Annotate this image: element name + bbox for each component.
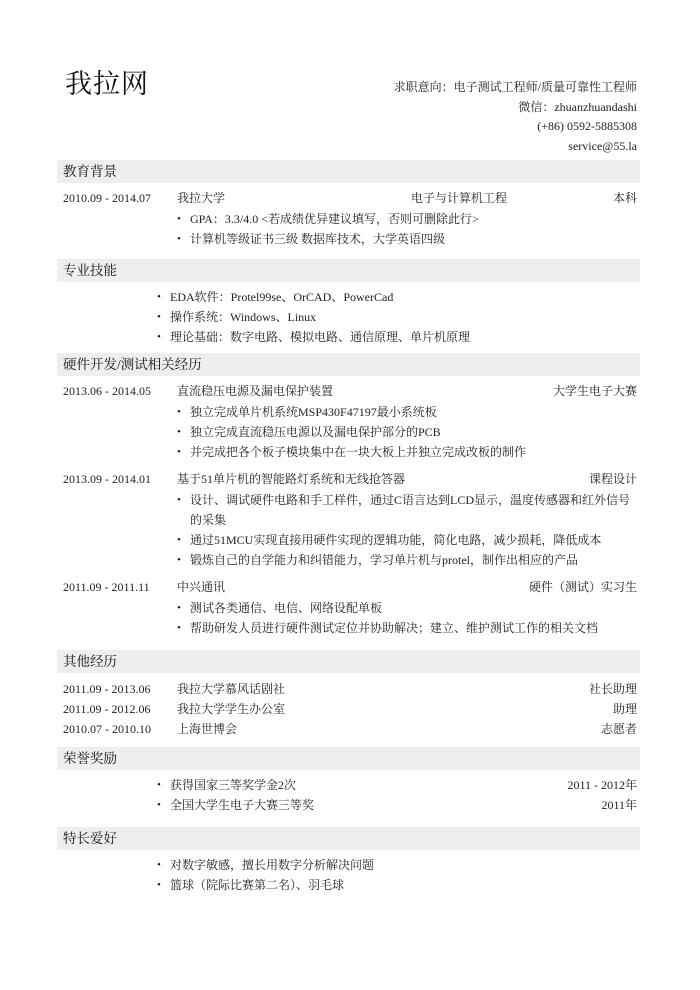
- degree: 本科: [612, 191, 637, 205]
- honor-text: 全国大学生电子大赛三等奖: [170, 798, 315, 812]
- bullet-list: [177, 490, 640, 570]
- phone-number: (+86) 0592-5885308: [537, 119, 637, 133]
- education-entry: [57, 188, 640, 249]
- organization: 上海世博会: [177, 722, 238, 736]
- resume-page: [57, 0, 640, 901]
- list-item: • 独立完成直流稳压电源以及漏电保护部分的PCB: [177, 422, 640, 442]
- honors-list-block: [57, 775, 640, 815]
- email-address: service@55.la: [568, 138, 637, 153]
- entry-date: 2011.09 - 2011.11: [63, 580, 150, 594]
- list-item: • 测试各类通信、电信、网络设配单板: [177, 598, 640, 618]
- job-objective: 求职意向：电子测试工程师/质量可靠性工程师: [393, 80, 637, 94]
- entry-date: 2013.06 - 2014.05: [63, 384, 151, 398]
- list-item: • 计算机等级证书三级 数据库技术，大学英语四级: [177, 229, 640, 249]
- major: 电子与计算机工程: [411, 191, 508, 205]
- honors-section: [57, 747, 640, 815]
- other-experience-row: [57, 699, 640, 719]
- hobbies-list-block: [57, 855, 640, 895]
- project-type: 课程设计: [588, 472, 637, 486]
- list-item: • 篮球（院际比赛第二名）、羽毛球: [157, 875, 640, 895]
- entry-date: 2010.09 - 2014.07: [63, 191, 151, 205]
- list-item: • 操作系统：Windows、Linux: [157, 307, 640, 327]
- candidate-name: 我拉网: [65, 69, 149, 100]
- list-item: • 对数字敏感，擅长用数字分析解决问题: [157, 855, 640, 875]
- project-type: 大学生电子大赛: [552, 384, 637, 398]
- other-experience-row: [57, 719, 640, 739]
- wechat-id: 微信：zhuanzhuandashi: [518, 99, 637, 114]
- role: 助理: [612, 702, 637, 716]
- section-title-experience: 硬件开发/测试相关经历: [57, 353, 640, 376]
- project-title: 直流稳压电源及漏电保护装置: [177, 384, 334, 398]
- list-item: [157, 775, 640, 795]
- entry-date: 2011.09 - 2012.06: [63, 702, 151, 716]
- bullet-list: [177, 598, 640, 638]
- project-title: 基于51单片机的智能路灯系统和无线抢答器: [177, 472, 406, 486]
- honor-year: 2011 - 2012年: [567, 778, 637, 792]
- company-name: 中兴通讯: [177, 580, 226, 594]
- honor-year: 2011年: [601, 798, 637, 812]
- bullet-list: [157, 855, 640, 895]
- entry-head: [63, 469, 640, 490]
- honor-text: 获得国家三等奖学金2次: [170, 778, 297, 792]
- other-experience-section: [57, 650, 640, 739]
- section-title-hobbies: 特长爱好: [57, 827, 640, 850]
- list-item: • 锻炼自己的自学能力和纠错能力，学习单片机与protel，制作出相应的产品: [177, 550, 640, 570]
- organization: 我拉大学学生办公室: [177, 702, 286, 716]
- entry-date: 2011.09 - 2013.06: [63, 682, 151, 696]
- other-experience-list: [57, 679, 640, 739]
- section-title-honors: 荣誉奖励: [57, 747, 640, 770]
- section-title-education: 教育背景: [57, 160, 640, 183]
- position-title: 硬件（测试）实习生: [528, 580, 637, 594]
- hobbies-section: [57, 827, 640, 895]
- list-item: • 理论基础：数字电路、模拟电路、通信原理、单片机原理: [157, 327, 640, 347]
- list-item: • 设计、调试硬件电路和手工样件，通过C语言达到LCD显示，温度传感器和红外信号的采集: [177, 490, 640, 530]
- school-name: 我拉大学: [177, 191, 226, 205]
- list-item: • 通过51MCU实现直接用硬件实现的逻辑功能，简化电路，减少损耗，降低成本: [177, 530, 640, 550]
- list-item: • GPA：3.3/4.0 <若成绩优异建议填写，否则可删除此行>: [177, 209, 640, 229]
- experience-section: [57, 353, 640, 646]
- list-item: • 帮助研发人员进行硬件测试定位并协助解决；建立、维护测试工作的相关文档: [177, 618, 640, 638]
- entry-head: [63, 577, 640, 598]
- list-item: • 独立完成单片机系统MSP430F47197最小系统板: [177, 402, 640, 422]
- bullet-list: [177, 402, 640, 462]
- entry-date: 2013.09 - 2014.01: [63, 472, 151, 486]
- skills-list-block: [57, 287, 640, 347]
- experience-entry: [57, 381, 640, 462]
- section-title-skills: 专业技能: [57, 259, 640, 282]
- resume-header: [57, 0, 640, 160]
- experience-entry: [57, 577, 640, 638]
- bullet-list: [177, 209, 640, 249]
- role: 社长助理: [588, 682, 637, 696]
- entry-head: [63, 188, 640, 209]
- contact-block: [394, 78, 637, 156]
- entry-date: 2010.07 - 2010.10: [63, 722, 151, 736]
- experience-entry: [57, 469, 640, 570]
- list-item: • 并完成把各个板子模块集中在一块大板上并独立完成改板的制作: [177, 442, 640, 462]
- role: 志愿者: [600, 722, 637, 736]
- list-item: [157, 795, 640, 815]
- other-experience-row: [57, 679, 640, 699]
- organization: 我拉大学慕风话剧社: [177, 682, 286, 696]
- bullet-list: [157, 775, 640, 815]
- education-section: [57, 160, 640, 255]
- list-item: • EDA软件：Protel99se、OrCAD、PowerCad: [157, 287, 640, 307]
- bullet-list: [157, 287, 640, 347]
- entry-head: [63, 381, 640, 402]
- skills-section: [57, 259, 640, 347]
- section-title-other: 其他经历: [57, 650, 640, 673]
